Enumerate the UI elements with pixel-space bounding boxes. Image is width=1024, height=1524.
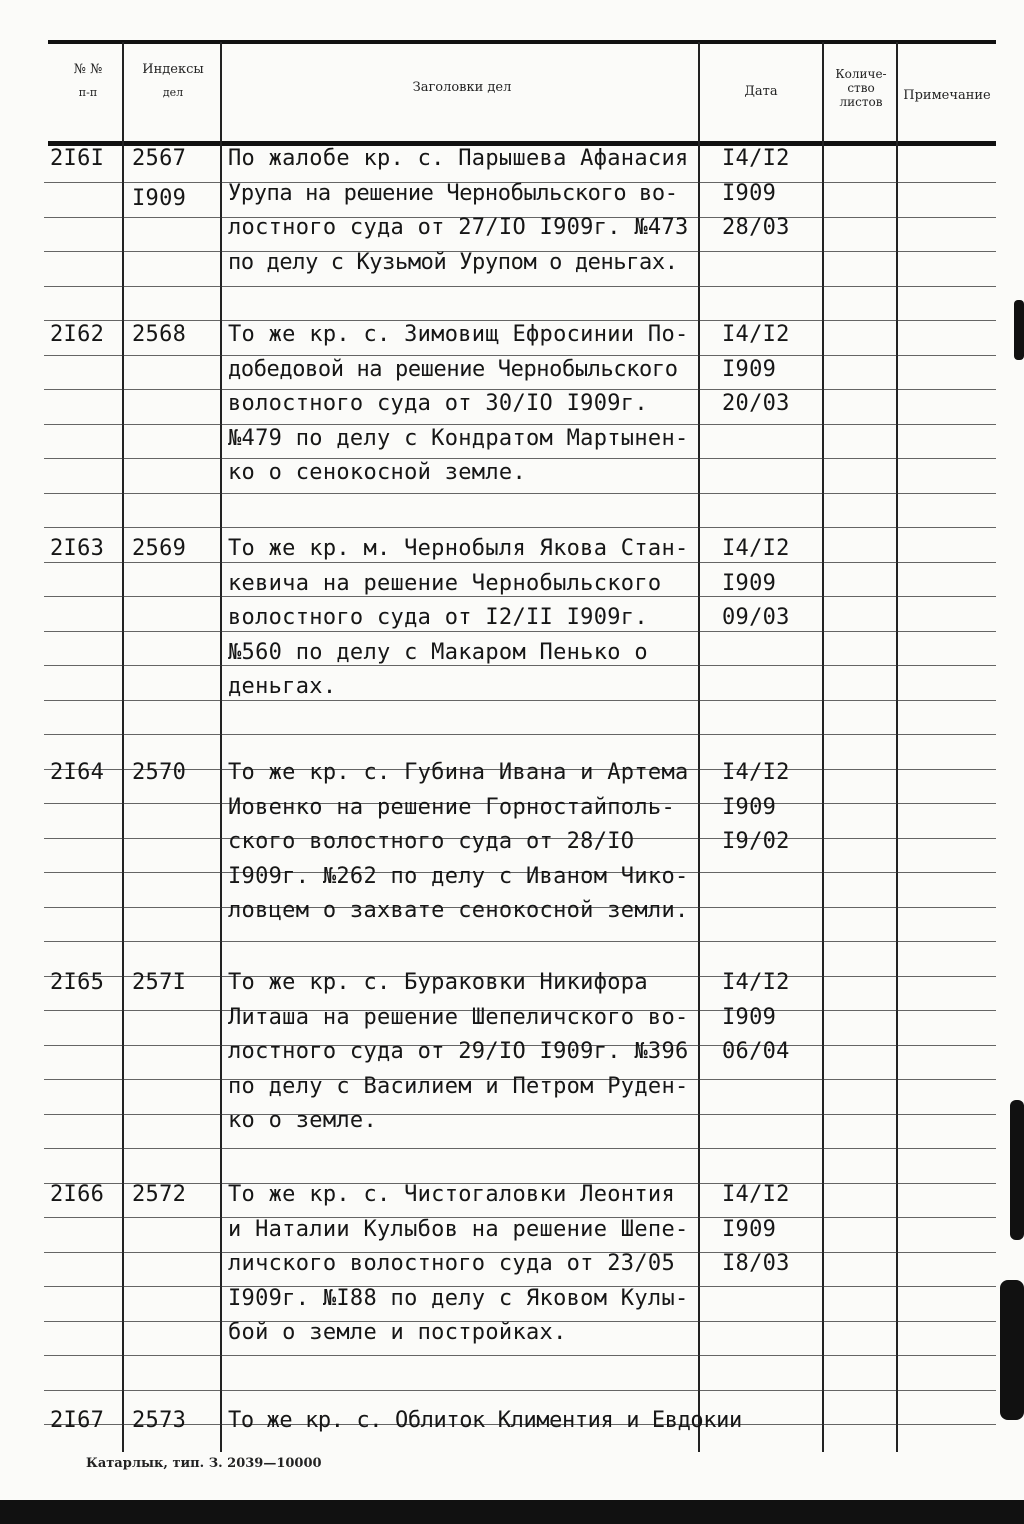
record-title-line: №479 по делу с Кондратом Мартынен- (228, 425, 689, 451)
record-date: I909 (722, 1216, 777, 1242)
ruled-line (44, 1390, 996, 1391)
record-number: 2I62 (50, 322, 105, 347)
ruled-line (44, 700, 996, 701)
record-title-line: и Наталии Кулыбов на решение Шепе- (228, 1216, 689, 1242)
record-index: 2568 (132, 322, 187, 347)
record-title-line: по делу с Василием и Петром Руден- (228, 1073, 689, 1099)
record-date: I9/02 (722, 829, 790, 854)
record-date: I909 (722, 794, 777, 820)
header-note: Примечание (903, 88, 991, 103)
record-title-line: кевича на решение Чернобыльского (228, 570, 662, 596)
record-date: I4/I2 (722, 536, 790, 561)
record-date: I909 (722, 1004, 777, 1030)
ruled-line (44, 631, 996, 632)
record-index: 2570 (132, 760, 187, 785)
record-date: I4/I2 (722, 760, 790, 785)
ruled-line (44, 1114, 996, 1115)
record-title-line: То же кр. с. Облиток Климентия и Евдокии (228, 1408, 742, 1433)
record-title-line: Урупа на решение Чернобыльского во- (228, 180, 678, 206)
record-index: 2573 (132, 1408, 187, 1433)
record-number: 2I66 (50, 1182, 105, 1207)
header-number-line1: № № (73, 62, 103, 77)
record-number: 2I6I (50, 146, 105, 171)
record-title-line: бой о земле и постройках. (228, 1320, 567, 1345)
header-title: Заголовки дел (412, 80, 512, 95)
record-date: I4/I2 (722, 146, 790, 171)
header-number (52, 62, 124, 100)
page-edge-mark (1010, 1100, 1024, 1240)
ruled-line (44, 389, 996, 390)
ruled-line (44, 596, 996, 597)
header-sheet-count-line3: листов (839, 94, 883, 109)
record-title-line: Литаша на решение Шепеличского во- (228, 1004, 689, 1030)
header-sheet-count (824, 68, 898, 109)
record-date: I8/03 (722, 1251, 790, 1276)
ruled-line (44, 320, 996, 321)
record-date: 28/03 (722, 215, 790, 240)
record-date: 06/04 (722, 1039, 790, 1064)
record-date: I4/I2 (722, 970, 790, 995)
ruled-line (44, 493, 996, 494)
header-date: Дата (744, 84, 778, 99)
ruled-line (44, 941, 996, 942)
column-divider-index (220, 42, 222, 1452)
column-divider-sheets (896, 42, 898, 1452)
scan-bottom-band (0, 1500, 1024, 1524)
header-sheet-count-line2: ство (847, 80, 875, 95)
record-title-line: По жалобе кр. с. Парышева Афанасия (228, 146, 689, 171)
ruled-line (44, 458, 996, 459)
record-title-line: личского волостного суда от 23/05 (228, 1251, 675, 1276)
record-title-line: То же кр. с. Чистогаловки Леонтия (228, 1182, 675, 1207)
record-title-line: ко о земле. (228, 1108, 377, 1133)
record-date: I909 (722, 180, 777, 206)
record-index: 2567 (132, 146, 187, 171)
record-title-line: То же кр. с. Зимовищ Ефросинии По- (228, 322, 689, 347)
record-index: 2569 (132, 536, 187, 561)
record-date: I909 (722, 570, 777, 596)
column-divider-title (698, 42, 700, 1452)
page-edge-mark (1014, 300, 1024, 360)
record-date: I4/I2 (722, 322, 790, 347)
ruled-line (44, 286, 996, 287)
record-title-line: I909г. №262 по делу с Иваном Чико- (228, 863, 689, 889)
header-number-line2: п-п (78, 86, 98, 100)
record-title-line: волостного суда от I2/II I909г. (228, 605, 648, 630)
record-title-line: То же кр. с. Губина Ивана и Артема (228, 760, 689, 785)
record-title-line: волостного суда от 30/IO I909г. (228, 391, 648, 416)
ruled-line (44, 527, 996, 528)
record-title-line: по делу с Кузьмой Урупом о деньгах. (228, 249, 678, 275)
table-top-rule (48, 40, 996, 44)
column-divider-number (122, 42, 124, 1452)
record-date: I909 (722, 356, 777, 382)
header-index (126, 62, 220, 100)
record-number: 2I67 (50, 1408, 105, 1433)
record-title-line: №560 по делу с Макаром Пенько о (228, 639, 648, 665)
record-title-line: добедовой на решение Чернобыльского (228, 356, 678, 382)
record-index: 2572 (132, 1182, 187, 1207)
record-title-line: ловцем о захвате сенокосной земли. (228, 898, 689, 923)
record-title-line: Иовенко на решение Горностайполь- (228, 794, 675, 820)
record-title-line: ского волостного суда от 28/IO (228, 829, 635, 854)
record-title-line: ко о сенокосной земле. (228, 460, 526, 485)
header-index-line2: дел (162, 86, 184, 100)
record-date: 09/03 (722, 605, 790, 630)
header-sheet-count-line1: Количе- (835, 67, 887, 81)
record-date: 20/03 (722, 391, 790, 416)
column-divider-date (822, 42, 824, 1452)
ruled-line (44, 665, 996, 666)
record-index: 257I (132, 970, 187, 995)
record-date: I4/I2 (722, 1182, 790, 1207)
record-title-line: I909г. №I88 по делу с Яковом Кулы- (228, 1285, 689, 1311)
record-number: 2I65 (50, 970, 105, 995)
printer-footer: Катарлык, тип. З. 2039—10000 (86, 1456, 322, 1471)
ruled-line (44, 562, 996, 563)
record-title-line: То же кр. с. Бураковки Никифора (228, 970, 648, 995)
header-index-line1: Индексы (142, 62, 204, 77)
record-number: 2I63 (50, 536, 105, 561)
record-title-line: лостного суда от 27/IO I909г. №473 (228, 215, 689, 240)
ruled-line (44, 1148, 996, 1149)
page-edge-mark (1000, 1280, 1024, 1420)
record-title-line: То же кр. м. Чернобыля Якова Стан- (228, 536, 689, 561)
ruled-line (44, 734, 996, 735)
record-title-line: деньгах. (228, 674, 337, 699)
ruled-line (44, 1355, 996, 1356)
record-title-line: лостного суда от 29/IO I909г. №396 (228, 1039, 689, 1064)
record-index: I909 (132, 186, 187, 211)
record-number: 2I64 (50, 760, 105, 785)
